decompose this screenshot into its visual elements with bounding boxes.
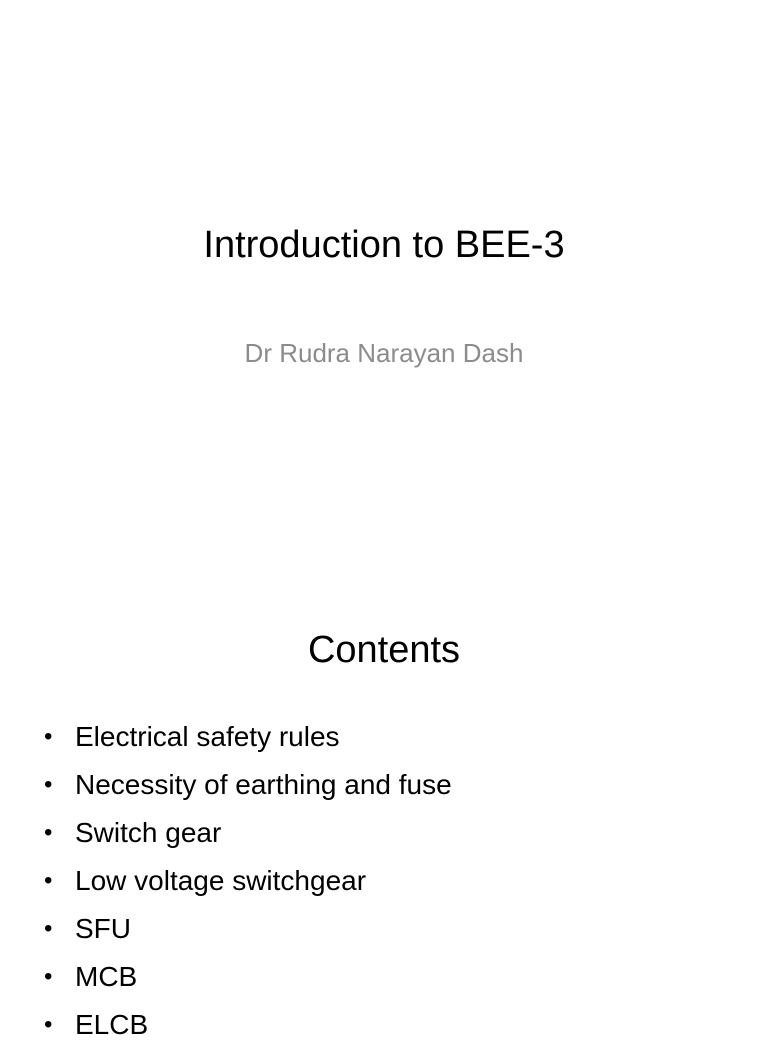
list-item-text: ELCB [75,1009,149,1040]
list-item-text: Switch gear [75,817,222,848]
list-item-text: Electrical safety rules [75,721,340,752]
list-item-text: Low voltage switchgear [75,865,367,896]
bullet-icon: • [44,867,53,894]
bullet-icon: • [44,771,53,798]
contents-title: Contents [307,629,461,671]
slide-subtitle: Dr Rudra Narayan Dash [244,338,524,368]
bullet-icon: • [44,963,53,990]
contents-slide [0,576,768,1040]
bullet-icon: • [44,1011,53,1038]
list-item-text: MCB [75,961,138,992]
list-item-text: SFU [75,913,131,944]
bullet-icon: • [44,819,53,846]
bullet-icon: • [44,723,53,750]
slide-title: Introduction to BEE-3 [203,224,565,266]
bullet-icon: • [44,915,53,942]
list-item-text: Necessity of earthing and fuse [75,769,452,800]
